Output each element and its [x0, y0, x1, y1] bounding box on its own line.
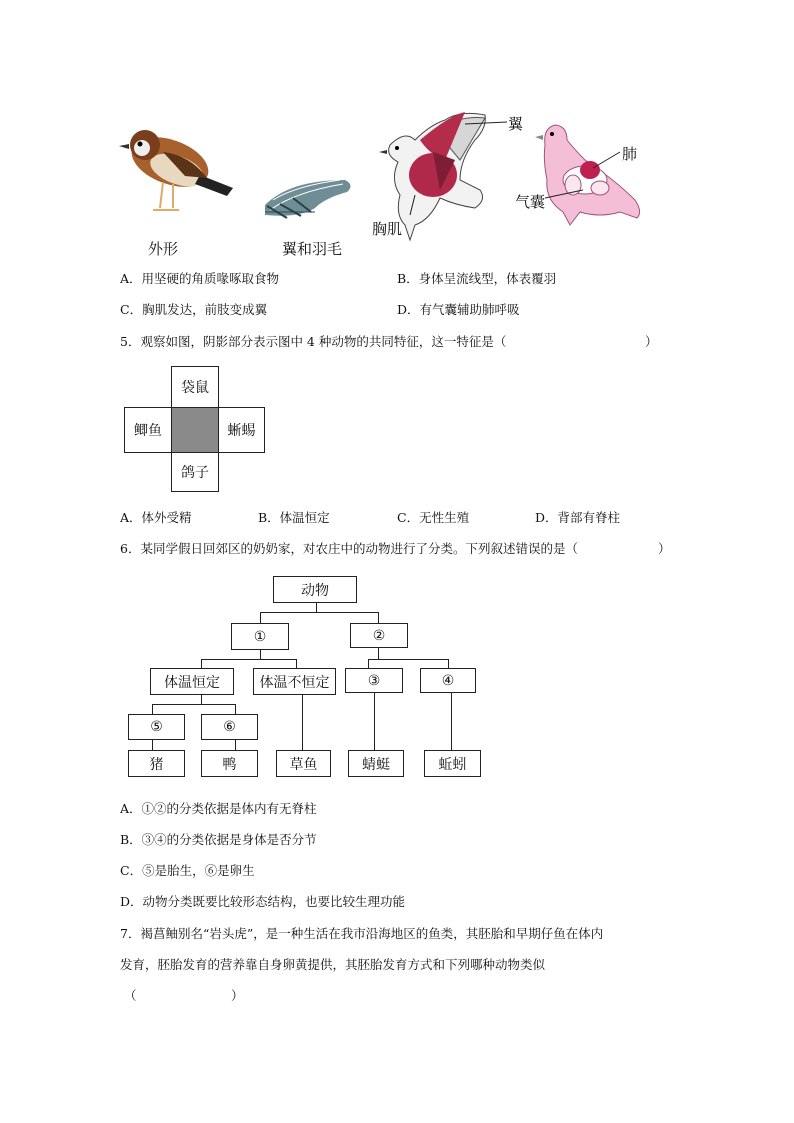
cell-kangaroo: 袋鼠 — [171, 366, 219, 408]
tree-line — [152, 739, 153, 750]
q5-option-b: B．体温恒定 — [258, 510, 330, 525]
q6-stem-end: ） — [658, 541, 671, 556]
tree-line — [260, 649, 261, 659]
q4-option-d: D．有气囊辅助肺呼吸 — [397, 302, 520, 317]
q7-paren-open: （ — [124, 988, 137, 1003]
wing-image — [265, 180, 351, 218]
q7-line-2: 发育，胚胎发育的营养靠自身卵黄提供，其胚胎发育方式和下列哪种动物类似 — [120, 957, 546, 972]
label-lung: 肺 — [622, 145, 638, 163]
q6-option-b: B．③④的分类依据是身体是否分节 — [120, 832, 317, 847]
tree-line — [201, 695, 202, 704]
q7-paren-close: ） — [231, 988, 244, 1003]
tree-node-3: ③ — [345, 668, 403, 693]
q4-option-a: A．用坚硬的角质喙啄取食物 — [120, 271, 280, 286]
q7-line-1: 7．褐菖鲉别名“岩头虎”，是一种生活在我市沿海地区的鱼类，其胚胎和早期仔鱼在体内 — [120, 926, 604, 941]
cell-crucian: 鲫鱼 — [124, 407, 172, 453]
bird-illustrations — [115, 100, 675, 265]
tree-line — [235, 739, 236, 750]
q5-option-d: D．背部有脊柱 — [535, 510, 621, 525]
q5-stem-end: ） — [645, 334, 658, 349]
tree-leaf-pig: 猪 — [128, 750, 185, 777]
tree-leaf-grass-carp: 草鱼 — [276, 750, 331, 777]
q4-option-b: B．身体呈流线型，体表覆羽 — [397, 271, 557, 286]
tree-line — [152, 704, 236, 705]
q5-stem: 5．观察如图，阴影部分表示图中 4 种动物的共同特征，这一特征是（ — [120, 334, 507, 349]
tree-leaf-earthworm: 蚯蚓 — [424, 750, 481, 777]
q6-stem: 6．某同学假日回郊区的奶奶家，对农庄中的动物进行了分类。下列叙述错误的是（ — [120, 541, 578, 556]
tree-line — [316, 602, 317, 612]
tree-line — [378, 647, 379, 659]
tree-node-1: ① — [231, 623, 289, 650]
caption-outer-shape: 外形 — [148, 240, 179, 258]
tree-node-animal: 动物 — [273, 576, 357, 603]
q6-option-a: A．①②的分类依据是体内有无脊柱 — [120, 801, 317, 816]
cell-shaded — [171, 407, 219, 453]
tree-node-cold-blooded: 体温不恒定 — [253, 668, 336, 695]
tree-line — [374, 693, 375, 751]
tree-node-6: ⑥ — [201, 714, 258, 740]
tree-node-4: ④ — [420, 668, 476, 693]
tree-node-warm-blooded: 体温恒定 — [150, 668, 234, 695]
q4-option-c: C．胸肌发达，前肢变成翼 — [120, 302, 268, 317]
q5-option-a: A．体外受精 — [120, 510, 192, 525]
tree-leaf-duck: 鸭 — [201, 750, 258, 777]
tree-line — [451, 693, 452, 751]
q6-option-c: C．⑤是胎生，⑥是卵生 — [120, 863, 255, 878]
tree-line — [201, 659, 297, 660]
tree-line — [260, 612, 379, 613]
q6-option-d: D．动物分类既要比较形态结构，也要比较生理功能 — [120, 894, 406, 909]
label-wing: 翼 — [508, 115, 524, 133]
caption-wing-feather: 翼和羽毛 — [282, 240, 343, 258]
tree-leaf-dragonfly: 蜻蜓 — [348, 750, 404, 777]
tree-node-5: ⑤ — [128, 714, 185, 740]
cell-pigeon: 鸽子 — [171, 452, 219, 492]
bird-figure — [115, 100, 675, 265]
label-air-sac: 气囊 — [515, 193, 546, 211]
sparrow-image — [119, 128, 233, 210]
tree-line — [152, 704, 153, 714]
label-chest-muscle: 胸肌 — [372, 220, 403, 238]
tree-line — [235, 704, 236, 714]
q5-option-c: C．无性生殖 — [397, 510, 470, 525]
tree-node-2: ② — [350, 623, 408, 648]
cell-lizard: 蜥蜴 — [218, 407, 265, 453]
tree-line — [368, 659, 449, 660]
tree-line — [302, 695, 303, 751]
